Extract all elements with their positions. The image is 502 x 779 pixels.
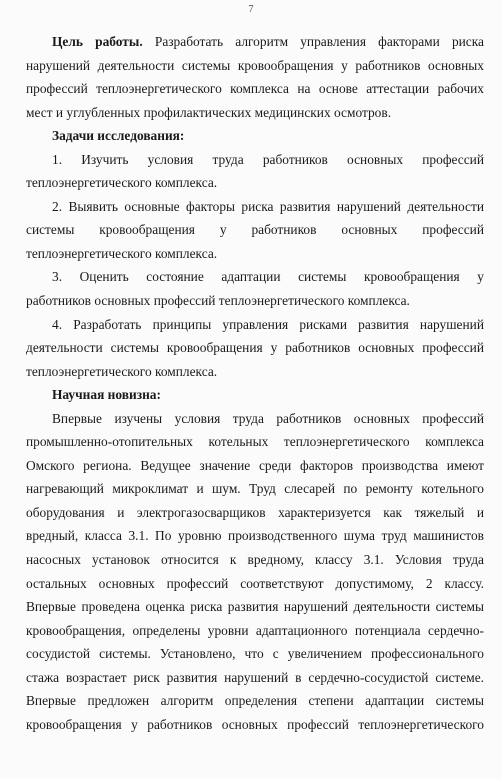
goal-line-4: мест и углубленных профилактических медицинских осмотров. [26,104,392,120]
task-4-line-1: 4. Разработать принципы управления рисками развития нарушений [52,316,484,332]
task-3-line-1: 3. Оценить состояние адаптации системы кровообращения у [52,269,484,285]
task-2-line-3: теплоэнергетического комплекса. [26,245,218,261]
novelty-line-13: Впервые предложен алгоритм определения степени адаптации системы [26,693,484,709]
task-1-line-2: теплоэнергетического комплекса. [26,175,218,191]
task-2-line-2: системы кровообращения у работников основных профессий [26,222,484,238]
goal-line-1 [26,30,484,54]
novelty-line-10: кровообращения, определены уровни адаптационного потенциала сердечно- [26,622,484,638]
novelty-line-6: вредный, класса 3.1. По уровню производственного шума труд машинистов [26,528,484,544]
goal-text-start: Разработать алгоритм управления факторами риска [142,34,484,49]
novelty-line-3: Омского региона. Ведущее значение среди факторов производства имеют [26,457,484,473]
novelty-line-8: остальных основных профессий соответствуют допустимому, 2 классу. [26,575,484,591]
goal-label: Цель работы. [52,34,143,49]
goal-line-3: профессий теплоэнергетического комплекса на основе аттестации рабочих [26,81,484,97]
novelty-line-9: Впервые проведена оценка риска развития нарушений деятельности системы [26,599,484,615]
novelty-line-5: оборудования и электрогазосварщиков характеризуется как тяжелый и [26,504,484,520]
document-body [26,30,484,736]
novelty-line-1: Впервые изучены условия труда работников основных профессий [52,410,484,426]
novelty-line-7: насосных установок относится к вредному, классу 3.1. Условия труда [26,552,484,568]
novelty-line-12: стажа возрастает риск развития нарушений в сердечно-сосудистой системе. [26,669,484,685]
novelty-line-2: промышленно-отопительных котельных теплоэнергетического комплекса [26,434,484,450]
novelty-heading: Научная новизна: [52,387,161,403]
task-4-line-2: деятельности системы кровообращения у работников основных профессий [26,340,484,356]
task-1-line-1: 1. Изучить условия труда работников основных профессий [52,151,484,167]
goal-line-2: нарушений деятельности системы кровообращения у работников основных [26,57,484,73]
novelty-line-4: нагревающий микроклимат и шум. Труд слесарей по ремонту котельного [26,481,484,497]
novelty-line-14: кровообращения у работников основных профессий теплоэнергетического [26,716,484,732]
task-2-line-1: 2. Выявить основные факторы риска развития нарушений деятельности [52,198,484,214]
task-3-line-2: работников основных профессий теплоэнергетического комплекса. [26,293,410,309]
page-number: 7 [248,4,254,15]
task-4-line-3: теплоэнергетического комплекса. [26,363,218,379]
tasks-heading: Задачи исследования: [52,128,185,144]
novelty-line-11: сосудистой системы. Установлено, что с увеличением профессионального [26,646,484,662]
